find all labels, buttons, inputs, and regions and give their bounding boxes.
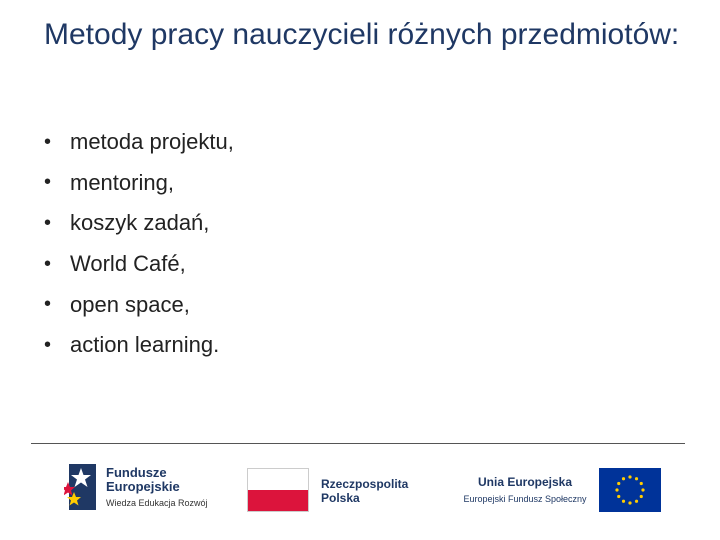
bullet-list <box>44 122 234 366</box>
list-item <box>44 203 234 244</box>
list-item-text: action learning. <box>70 332 220 358</box>
list-item <box>44 244 234 285</box>
bullet-dot: • <box>44 211 52 234</box>
list-item-text: open space, <box>70 291 190 317</box>
unia-europejska-logo <box>458 468 663 512</box>
ue-logo-name: Unia Europejska <box>477 475 573 489</box>
ue-logo-fund: Europejski Fundusz Społeczny <box>463 494 587 504</box>
eu-star-icon <box>622 477 625 480</box>
list-item <box>44 325 234 366</box>
eu-stars <box>599 468 661 512</box>
bullet-dot: • <box>44 293 52 316</box>
eu-star-icon <box>615 488 618 491</box>
eu-star-icon <box>640 482 643 485</box>
list-item-text: mentoring, <box>70 169 174 195</box>
eu-star-icon <box>640 495 643 498</box>
rp-logo-line1: Rzeczpospolita <box>321 477 409 491</box>
eu-star-icon <box>622 500 625 503</box>
rp-logo-line2: Polska <box>321 491 360 505</box>
eu-star-icon <box>617 495 620 498</box>
eu-star-icon <box>635 500 638 503</box>
fe-star-emblem-icon <box>64 462 98 512</box>
eu-star-icon <box>628 475 631 478</box>
bullet-dot: • <box>44 171 52 194</box>
eu-star-icon <box>635 477 638 480</box>
bullet-dot: • <box>44 130 52 153</box>
fe-logo-line2: Europejskie <box>106 479 180 494</box>
fundusze-europejskie-logo <box>64 460 224 516</box>
fe-logo-subtitle: Wiedza Edukacja Rozwój <box>106 498 208 508</box>
list-item <box>44 284 234 325</box>
list-item-text: koszyk zadań, <box>70 210 210 236</box>
eu-flag-icon <box>599 468 661 512</box>
list-item <box>44 163 234 204</box>
fe-logo-line1: Fundusze <box>106 465 167 480</box>
list-item-text: World Café, <box>70 251 186 277</box>
bullet-dot: • <box>44 252 52 275</box>
footer-divider <box>31 443 685 444</box>
eu-star-icon <box>617 482 620 485</box>
eu-star-icon <box>641 488 644 491</box>
list-item-text: metoda projektu, <box>70 129 234 155</box>
polish-flag-icon <box>247 468 309 512</box>
list-item <box>44 122 234 163</box>
slide-title: Metody pracy nauczycieli różnych przedmiotów: <box>44 18 680 51</box>
eu-star-icon <box>628 501 631 504</box>
bullet-dot: • <box>44 333 52 356</box>
rzeczpospolita-polska-logo <box>247 468 437 512</box>
